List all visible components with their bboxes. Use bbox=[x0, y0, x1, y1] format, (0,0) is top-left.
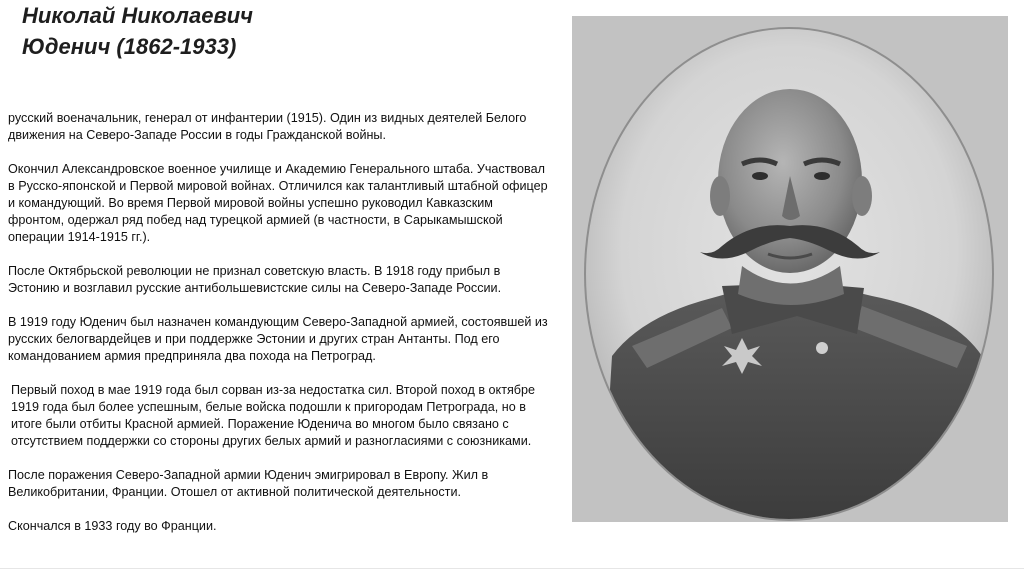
left-ear bbox=[710, 176, 730, 216]
left-eye bbox=[752, 172, 768, 180]
bio-paragraph: Окончил Александровское военное училище и Академию Генерального штаба. Участвовал в Русско-японской и Первой мировой войнах. Отличился как талантливый штабной офицер и командующий. Во время Первой мировой войны успешно руководил Кавказским фронтом, одержал ряд побед над турецкой армией (в частности, в Сарыкамышской операции 1914-1915 гг.). bbox=[8, 162, 548, 244]
bio-paragraph: Скончался в 1933 году во Франции. bbox=[8, 519, 217, 533]
bio-paragraph: В 1919 году Юденич был назначен командующим Северо-Западной армией, состоявшей из русских белогвардейцев и при поддержке Эстонии и других стран Антанты. Под его командованием армия предприняла два похода на Петроград. bbox=[8, 315, 548, 363]
bio-paragraph: русский военачальник, генерал от инфантерии (1915). Один из видных деятелей Белого движения на Северо-Западе России в годы Гражданской войны. bbox=[8, 111, 527, 142]
bio-paragraph: Первый поход в мае 1919 года был сорван из-за недостатка сил. Второй поход в октябре 1919 года был более успешным, белые войска подошли к пригородам Петрограда, но в итоге были отбиты Красной армией. Поражение Юденича во многом было связано с отсутствием поддержки со стороны других белых армий и разногласиями с союзниками. bbox=[11, 383, 535, 448]
right-ear bbox=[852, 176, 872, 216]
portrait-illustration bbox=[572, 16, 1008, 522]
title-surname-years: Юденич (1862-1933) bbox=[22, 34, 237, 59]
divider bbox=[0, 568, 1024, 569]
slide-title bbox=[22, 0, 253, 62]
title-name: Николай Николаевич bbox=[22, 3, 254, 28]
bio-paragraph: После поражения Северо-Западной армии Юденич эмигрировал в Европу. Жил в Великобритании, Франции. Отошел от активной политической деятельности. bbox=[8, 468, 489, 499]
uniform bbox=[602, 284, 992, 522]
star-medal-icon bbox=[816, 342, 828, 354]
biography-text bbox=[8, 110, 548, 535]
right-eye bbox=[814, 172, 830, 180]
bio-paragraph: После Октябрьской революции не признал советскую власть. В 1918 году прибыл в Эстонию и возглавил русские антибольшевистские силы на Северо-Западе России. bbox=[8, 264, 502, 295]
portrait-photo bbox=[572, 16, 1008, 522]
